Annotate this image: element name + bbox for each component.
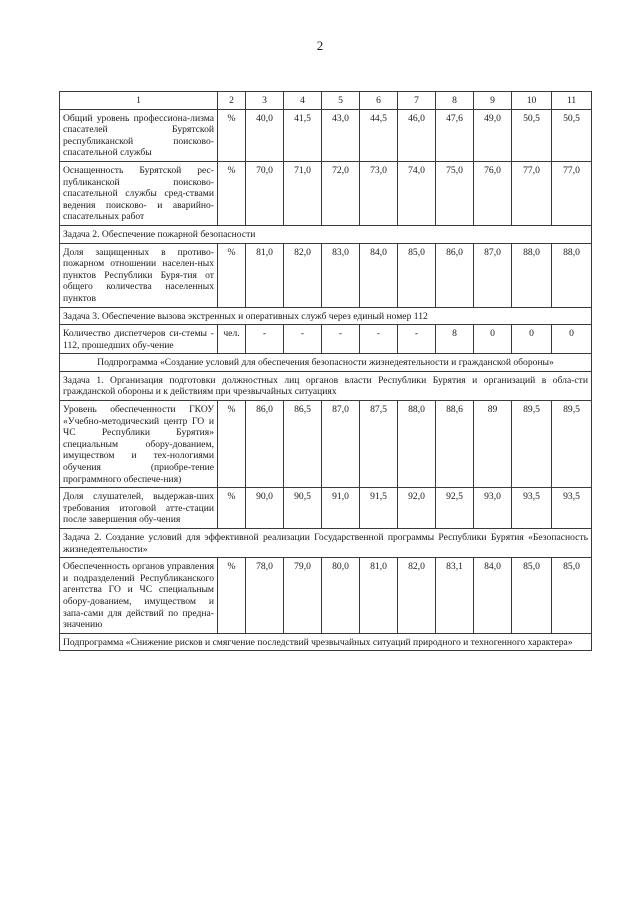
indicator-value: 0	[552, 325, 592, 354]
indicator-value: 93,5	[552, 488, 592, 529]
indicator-value: 73,0	[360, 161, 398, 225]
indicator-value: 49,0	[474, 109, 512, 161]
section-row	[60, 307, 592, 325]
section-title: Задача 1. Организация подготовки должностных лиц органов власти Республики Бурятия и организаций в обла-сти гражданской обороны и к действиям при чрезвычайных ситуациях	[60, 371, 592, 400]
section-title: Задача 2. Создание условий для эффективной реализации Государственной программы Республики Бурятия «Безопасность жизнедеятельности»	[60, 529, 592, 558]
indicator-value: 78,0	[246, 558, 284, 634]
indicator-value: 93,5	[512, 488, 552, 529]
indicator-row	[60, 401, 592, 488]
indicator-value: 40,0	[246, 109, 284, 161]
section-row	[60, 633, 592, 651]
indicator-value: 0	[512, 325, 552, 354]
section-row	[60, 354, 592, 372]
indicator-unit: %	[218, 558, 246, 634]
indicator-value: 88,0	[398, 401, 436, 488]
section-row	[60, 371, 592, 400]
indicator-row	[60, 558, 592, 634]
indicator-unit: %	[218, 243, 246, 307]
indicator-value: -	[322, 325, 360, 354]
indicator-value: 84,0	[474, 558, 512, 634]
header-cell: 2	[218, 92, 246, 110]
indicator-value: 77,0	[512, 161, 552, 225]
indicator-value: 44,5	[360, 109, 398, 161]
section-title: Задача 3. Обеспечение вызова экстренных и оперативных служб через единый номер 112	[60, 307, 592, 325]
indicator-value: 86,5	[284, 401, 322, 488]
indicator-value: 92,0	[398, 488, 436, 529]
indicator-value: -	[360, 325, 398, 354]
indicator-value: 86,0	[436, 243, 474, 307]
indicator-unit: чел.	[218, 325, 246, 354]
header-cell: 9	[474, 92, 512, 110]
indicator-value: 50,5	[552, 109, 592, 161]
section-row	[60, 225, 592, 243]
indicator-name: Обеспеченность органов управления и подразделений Республиканского агентства ГО и ЧС специальным обору-дованием, имуществом и запа-сами для действий по предна-значению	[60, 558, 218, 634]
indicator-unit: %	[218, 401, 246, 488]
section-title: Подпрограмма «Создание условий для обеспечения безопасности жизнедеятельности и гражданской обороны»	[60, 354, 592, 372]
indicator-value: 88,0	[512, 243, 552, 307]
indicator-value: 91,0	[322, 488, 360, 529]
indicator-value: 82,0	[398, 558, 436, 634]
indicator-value: 43,0	[322, 109, 360, 161]
section-row	[60, 529, 592, 558]
indicator-value: 85,0	[512, 558, 552, 634]
indicator-row	[60, 488, 592, 529]
indicator-value: 71,0	[284, 161, 322, 225]
indicator-name: Доля слушателей, выдержав-ших требования итоговой атте-стации после завершения обу-чения	[60, 488, 218, 529]
indicator-value: 0	[474, 325, 512, 354]
header-cell: 7	[398, 92, 436, 110]
indicator-value: 8	[436, 325, 474, 354]
indicator-value: 70,0	[246, 161, 284, 225]
indicator-value: 85,0	[552, 558, 592, 634]
indicator-row	[60, 325, 592, 354]
indicator-value: 76,0	[474, 161, 512, 225]
indicator-value: -	[398, 325, 436, 354]
header-cell: 3	[246, 92, 284, 110]
indicator-value: 90,0	[246, 488, 284, 529]
indicator-value: -	[284, 325, 322, 354]
indicators-table	[59, 91, 592, 651]
indicator-value: 88,6	[436, 401, 474, 488]
indicator-value: 85,0	[398, 243, 436, 307]
indicator-unit: %	[218, 161, 246, 225]
indicator-value: 90,5	[284, 488, 322, 529]
indicator-value: 87,5	[360, 401, 398, 488]
indicator-value: 89	[474, 401, 512, 488]
header-cell: 1	[60, 92, 218, 110]
indicator-row	[60, 243, 592, 307]
header-cell: 11	[552, 92, 592, 110]
indicator-row	[60, 161, 592, 225]
indicator-unit: %	[218, 488, 246, 529]
indicator-value: 81,0	[360, 558, 398, 634]
indicator-value: 79,0	[284, 558, 322, 634]
indicator-value: 80,0	[322, 558, 360, 634]
indicator-value: 75,0	[436, 161, 474, 225]
section-title: Задача 2. Обеспечение пожарной безопасности	[60, 225, 592, 243]
indicator-value: 47,6	[436, 109, 474, 161]
indicator-value: 86,0	[246, 401, 284, 488]
indicator-name: Уровень обеспеченности ГКОУ «Учебно-методический центр ГО и ЧС Республики Бурятия» специальным обору-дованием, имуществом и тех-нологиями обучения (приобре-тение программного обеспече-ния)	[60, 401, 218, 488]
page-number: 2	[316, 38, 324, 53]
indicator-name: Количество диспетчеров си-стемы - 112, прошедших обу-чение	[60, 325, 218, 354]
indicator-value: 74,0	[398, 161, 436, 225]
indicator-value: 87,0	[322, 401, 360, 488]
indicator-value: 92,5	[436, 488, 474, 529]
indicator-value: 77,0	[552, 161, 592, 225]
indicator-value: 89,5	[552, 401, 592, 488]
header-cell: 6	[360, 92, 398, 110]
header-cell: 4	[284, 92, 322, 110]
indicator-row	[60, 109, 592, 161]
section-title: Подпрограмма «Снижение рисков и смягчение последствий чрезвычайных ситуаций природного и техногенного характера»	[60, 633, 592, 651]
header-row	[60, 92, 592, 110]
indicator-value: 72,0	[322, 161, 360, 225]
indicator-unit: %	[218, 109, 246, 161]
header-cell: 8	[436, 92, 474, 110]
indicator-name: Доля защищенных в противо-пожарном отношении населен-ных пунктов Республики Буря-тия от общего количества населенных пунктов	[60, 243, 218, 307]
indicator-value: 83,1	[436, 558, 474, 634]
indicator-value: 93,0	[474, 488, 512, 529]
indicator-value: 81,0	[246, 243, 284, 307]
indicator-value: 84,0	[360, 243, 398, 307]
indicator-value: -	[246, 325, 284, 354]
indicator-value: 89,5	[512, 401, 552, 488]
indicator-value: 50,5	[512, 109, 552, 161]
indicator-value: 83,0	[322, 243, 360, 307]
header-cell: 10	[512, 92, 552, 110]
indicator-value: 82,0	[284, 243, 322, 307]
indicator-name: Оснащенность Бурятской рес-публиканской поисково-спасательной службы сред-ствами ведения поисково- и аварийно-спасательных работ	[60, 161, 218, 225]
indicator-value: 91,5	[360, 488, 398, 529]
indicator-value: 46,0	[398, 109, 436, 161]
indicator-name: Общий уровень профессиона-лизма спасателей Бурятской республиканской поисково-спасательной службы	[60, 109, 218, 161]
indicator-value: 87,0	[474, 243, 512, 307]
header-cell: 5	[322, 92, 360, 110]
indicator-value: 41,5	[284, 109, 322, 161]
indicator-value: 88,0	[552, 243, 592, 307]
table-body	[60, 92, 592, 651]
